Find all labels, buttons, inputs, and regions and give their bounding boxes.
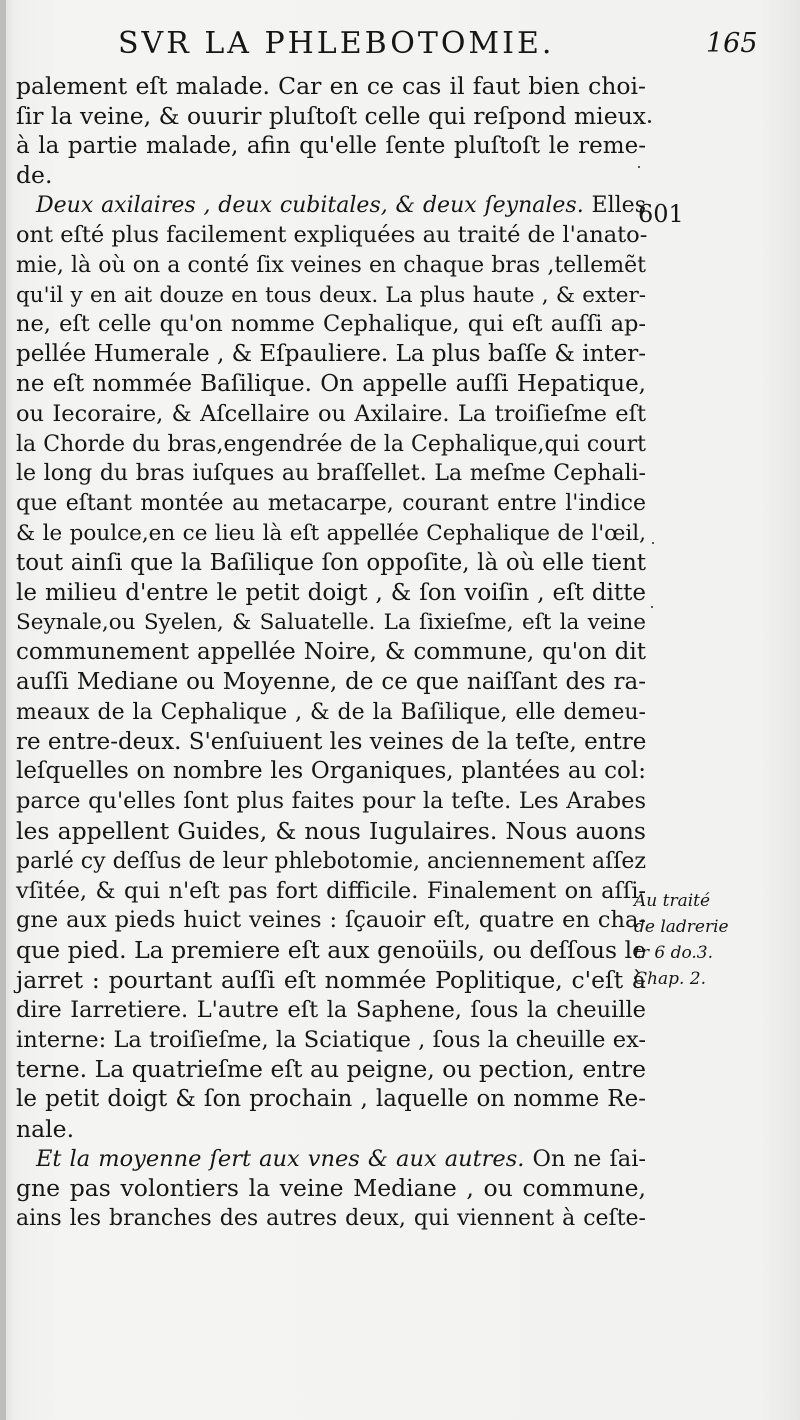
- text-segment: de.: [16, 161, 53, 190]
- text-line: [16, 459, 646, 489]
- body-text: [16, 72, 646, 1234]
- text-line: [16, 728, 646, 758]
- text-segment: dire Iarretiere. L'autre eſt la Saphene, ſous la cheuille: [16, 996, 646, 1023]
- text-line: [16, 489, 646, 519]
- text-segment: communement appellée Noire, & commune, qu'on dit: [16, 639, 646, 666]
- margin-note-line: de ladrerie: [634, 917, 729, 937]
- text-line: [16, 1145, 646, 1175]
- text-segment: ſir la veine, & ouurir pluſtoſt celle qui reſpond mieux: [16, 101, 646, 130]
- text-segment: On ne ſai-: [524, 1145, 646, 1172]
- running-head: [0, 22, 800, 66]
- text-line: [16, 1055, 646, 1085]
- text-line: [16, 579, 646, 609]
- text-segment: interne: La troiſieſme, la Sciatique , ſous la cheuille ex-: [16, 1026, 646, 1053]
- text-line: [16, 132, 646, 162]
- text-line: [16, 310, 646, 340]
- italic-lemma: Deux axilaires , deux cubitales, & deux ſeynales.: [36, 193, 584, 219]
- text-segment: palement eſt malade. Car en ce cas il faut bien choi-: [16, 72, 646, 100]
- text-segment: à la partie malade, afin qu'elle ſente pluſtoſt le reme-: [16, 132, 646, 159]
- text-line: [16, 608, 646, 638]
- text-segment: meaux de la Cephalique , & de la Baſilique, elle demeu-: [16, 699, 646, 725]
- text-segment: la Chorde du bras,engendrée de la Cephalique,qui court: [16, 431, 646, 457]
- text-segment: le long du bras iuſques au braſſellet. La meſme Cephali-: [16, 461, 646, 487]
- text-line: [16, 370, 646, 400]
- text-segment: ne eſt nommée Baſilique. On appelle auſſi Hepatique,: [16, 370, 646, 397]
- text-line: [16, 1026, 646, 1056]
- margin-note-line: Au traité: [634, 891, 711, 911]
- text-line: [16, 102, 646, 132]
- text-line: [16, 817, 646, 847]
- text-segment: vſitée, & qui n'eſt pas fort difficile. Finalement on aſſi-: [16, 877, 646, 904]
- text-segment: & le poulce,en ce lieu là eſt appellée Cephalique de l'œil,: [16, 520, 646, 546]
- text-segment: leſquelles on nombre les Organiques, plantées au col:: [16, 758, 646, 785]
- text-segment: auſſi Mediane ou Moyenne, de ce que naiſſant des ra-: [16, 668, 646, 695]
- text-line: [16, 906, 646, 936]
- text-segment: gne aux pieds huict veines : ſçauoir eſt, quatre en cha-: [16, 907, 646, 934]
- text-line: [16, 847, 646, 877]
- text-line: [16, 281, 646, 311]
- text-line: [16, 430, 646, 460]
- page-number: 165: [706, 28, 758, 59]
- text-segment: mie, là où on a conté ſix veines en chaque bras ,tellemẽt: [16, 252, 646, 278]
- text-segment: ne, eſt celle qu'on nomme Cephalique, qui eſt auſſi ap-: [16, 311, 646, 338]
- text-segment: tout ainſi que la Baſilique ſon oppoſite, là où elle tient: [16, 549, 646, 576]
- italic-lemma: Et la moyenne ſert aux vnes & aux autres.: [36, 1145, 525, 1172]
- ink-speck: [651, 606, 653, 608]
- text-segment: terne. La quatrieſme eſt au peigne, ou pection, entre: [16, 1055, 646, 1084]
- text-line: [16, 161, 646, 191]
- running-title: SVR LA PHLEBOTOMIE.: [118, 26, 555, 61]
- text-segment: parlé cy deſſus de leur phlebotomie, anciennement aſſez: [16, 848, 646, 874]
- text-segment: gne pas volontiers la veine Mediane , ou commune,: [16, 1174, 646, 1203]
- text-line: [16, 877, 646, 907]
- text-line: [16, 1174, 646, 1204]
- text-line: [16, 757, 646, 787]
- text-segment: le milieu d'entre le petit doigt , & ſon voiſin , eſt ditte: [16, 579, 646, 606]
- ink-speck: [648, 120, 651, 123]
- text-line: [16, 1115, 646, 1145]
- text-line: [16, 221, 646, 251]
- margin-note: [634, 888, 794, 992]
- text-line: [16, 787, 646, 817]
- text-segment: Seynale,ou Syelen, & Saluatelle. La ſixieſme, eſt la veine: [16, 610, 646, 636]
- page-gutter-shadow: [0, 0, 6, 1420]
- text-segment: qu'il y en ait douze en tous deux. La plus haute , & exter-: [16, 282, 646, 308]
- text-segment: parce qu'elles ſont plus faites pour la teſte. Les Arabes: [16, 788, 646, 815]
- text-line: [16, 698, 646, 728]
- text-segment: que pied. La premiere eſt aux genoüils, ou deſſous le: [16, 936, 646, 965]
- text-line: [16, 251, 646, 281]
- text-line: [16, 996, 646, 1026]
- margin-note-line: tr 6 do.3.: [634, 943, 714, 963]
- text-segment: ont eſté plus facilement expliquées au traité de l'anato-: [16, 221, 648, 248]
- text-line: [16, 1085, 646, 1115]
- text-segment: pellée Humerale , & Eſpauliere. La plus baſſe & inter-: [16, 341, 646, 368]
- text-line: [16, 519, 646, 549]
- text-segment: les appellent Guides, & nous Iugulaires. Nous auons: [16, 816, 646, 845]
- ink-speck: [652, 542, 654, 544]
- text-line: [16, 638, 646, 668]
- text-line: [16, 191, 646, 221]
- text-segment: re entre-deux. S'enſuiuent les veines de la teſte, entre: [16, 728, 647, 755]
- text-segment: que eſtant montée au metacarpe, courant entre l'indice: [16, 491, 646, 517]
- text-segment: ou Iecoraire, & Aſcellaire ou Axilaire. La troiſieſme eſt: [16, 400, 646, 427]
- text-line: [16, 400, 646, 430]
- text-segment: Elles: [583, 193, 646, 219]
- text-line: [16, 936, 646, 966]
- ink-speck: [638, 166, 640, 168]
- text-line: [16, 549, 646, 579]
- text-line: [16, 1204, 646, 1234]
- text-line: [16, 966, 646, 996]
- text-segment: le petit doigt & ſon prochain , laquelle on nomme Re-: [16, 1086, 646, 1113]
- text-segment: jarret : pourtant auſſi eſt nommée Poplitique, c'eſt à: [16, 965, 646, 994]
- text-segment: nale.: [16, 1114, 75, 1143]
- text-line: [16, 72, 646, 102]
- margin-note-line: Chap. 2.: [634, 969, 707, 989]
- text-line: [16, 668, 646, 698]
- text-segment: ains les branches des autres deux, qui viennent à ceſte-: [16, 1206, 646, 1232]
- text-line: [16, 340, 646, 370]
- margin-folio-number: 601: [638, 200, 684, 228]
